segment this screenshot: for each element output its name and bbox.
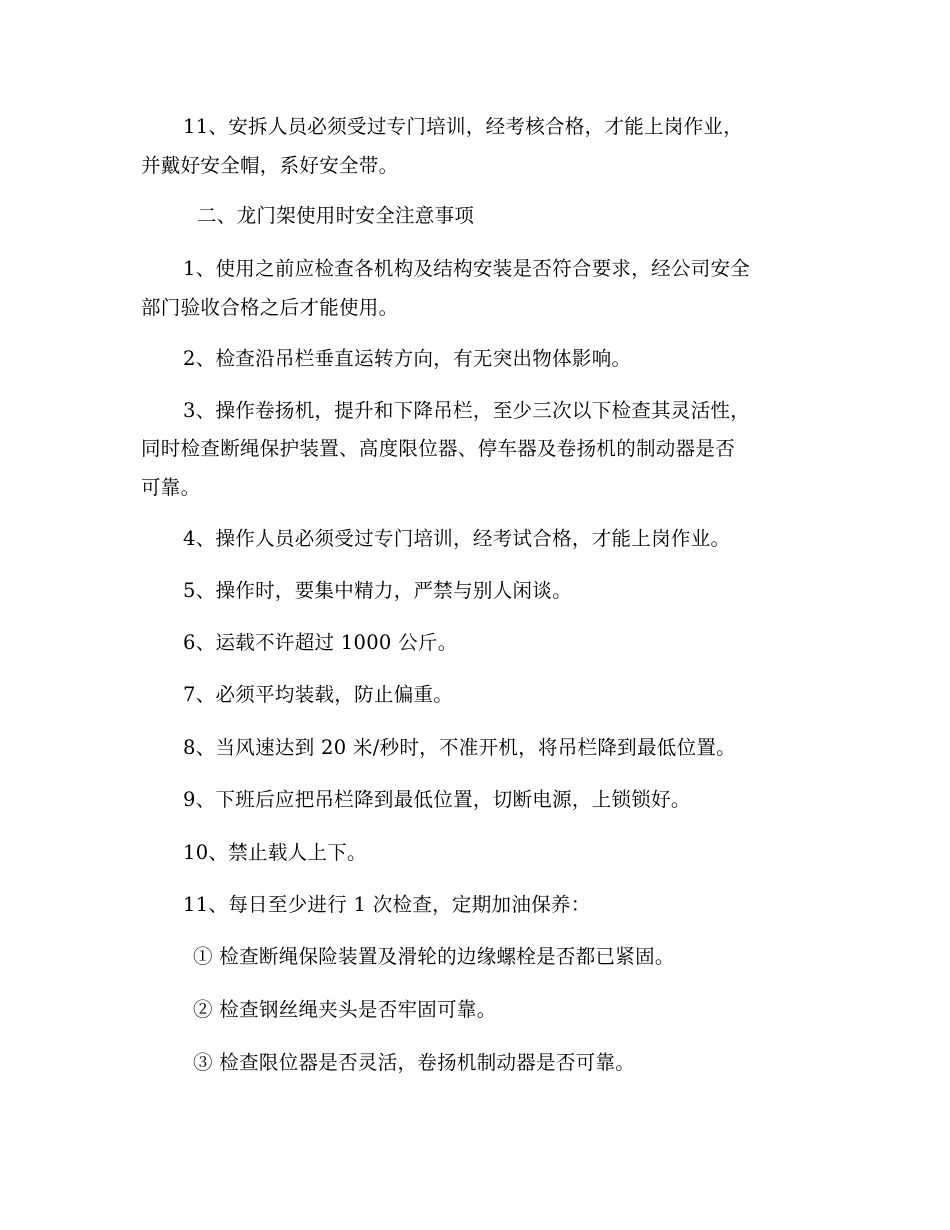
paragraph-line: 9、下班后应把吊栏降到最低位置，切断电源，上锁锁好。 — [183, 788, 691, 811]
paragraph-line: 4、操作人员必须受过专门培训，经考试合格，才能上岗作业。 — [183, 527, 731, 550]
paragraph-line: 5、操作时，要集中精力，严禁与别人闲谈。 — [183, 579, 572, 602]
paragraph-line: 1、使用之前应检查各机构及结构安装是否符合要求，经公司安全 — [183, 257, 751, 280]
paragraph-line: 并戴好安全帽，系好安全带。 — [141, 154, 399, 177]
paragraph-line: 6、运载不许超过 1000 公斤。 — [183, 631, 458, 654]
list-item: ③ 检查限位器是否灵活，卷扬机制动器是否可靠。 — [193, 1051, 636, 1074]
paragraph-line: 11、安拆人员必须受过专门培训，经考核合格，才能上岗作业， — [183, 115, 744, 138]
paragraph-line: 可靠。 — [141, 476, 201, 499]
paragraph-line: 2、检查沿吊栏垂直运转方向，有无突出物体影响。 — [183, 347, 632, 370]
paragraph-line: 3、操作卷扬机，提升和下降吊栏，至少三次以下检查其灵活性， — [183, 399, 751, 422]
list-item: ② 检查钢丝绳夹头是否牢固可靠。 — [193, 998, 497, 1021]
paragraph-line: 8、当风速达到 20 米/秒时，不准开机，将吊栏降到最低位置。 — [183, 736, 736, 759]
paragraph-line: 10、禁止载人上下。 — [183, 841, 367, 864]
paragraph-line: 同时检查断绳保护装置、高度限位器、停车器及卷扬机的制动器是否 — [141, 437, 736, 460]
list-item: ① 检查断绳保险装置及滑轮的边缘螺栓是否都已紧固。 — [193, 945, 675, 968]
paragraph-line: 部门验收合格之后才能使用。 — [141, 296, 399, 319]
paragraph-line: 11、每日至少进行 1 次检查，定期加油保养： — [183, 893, 591, 916]
section-heading: 二、龙门架使用时安全注意事项 — [197, 204, 475, 227]
paragraph-line: 7、必须平均装载，防止偏重。 — [183, 683, 454, 706]
